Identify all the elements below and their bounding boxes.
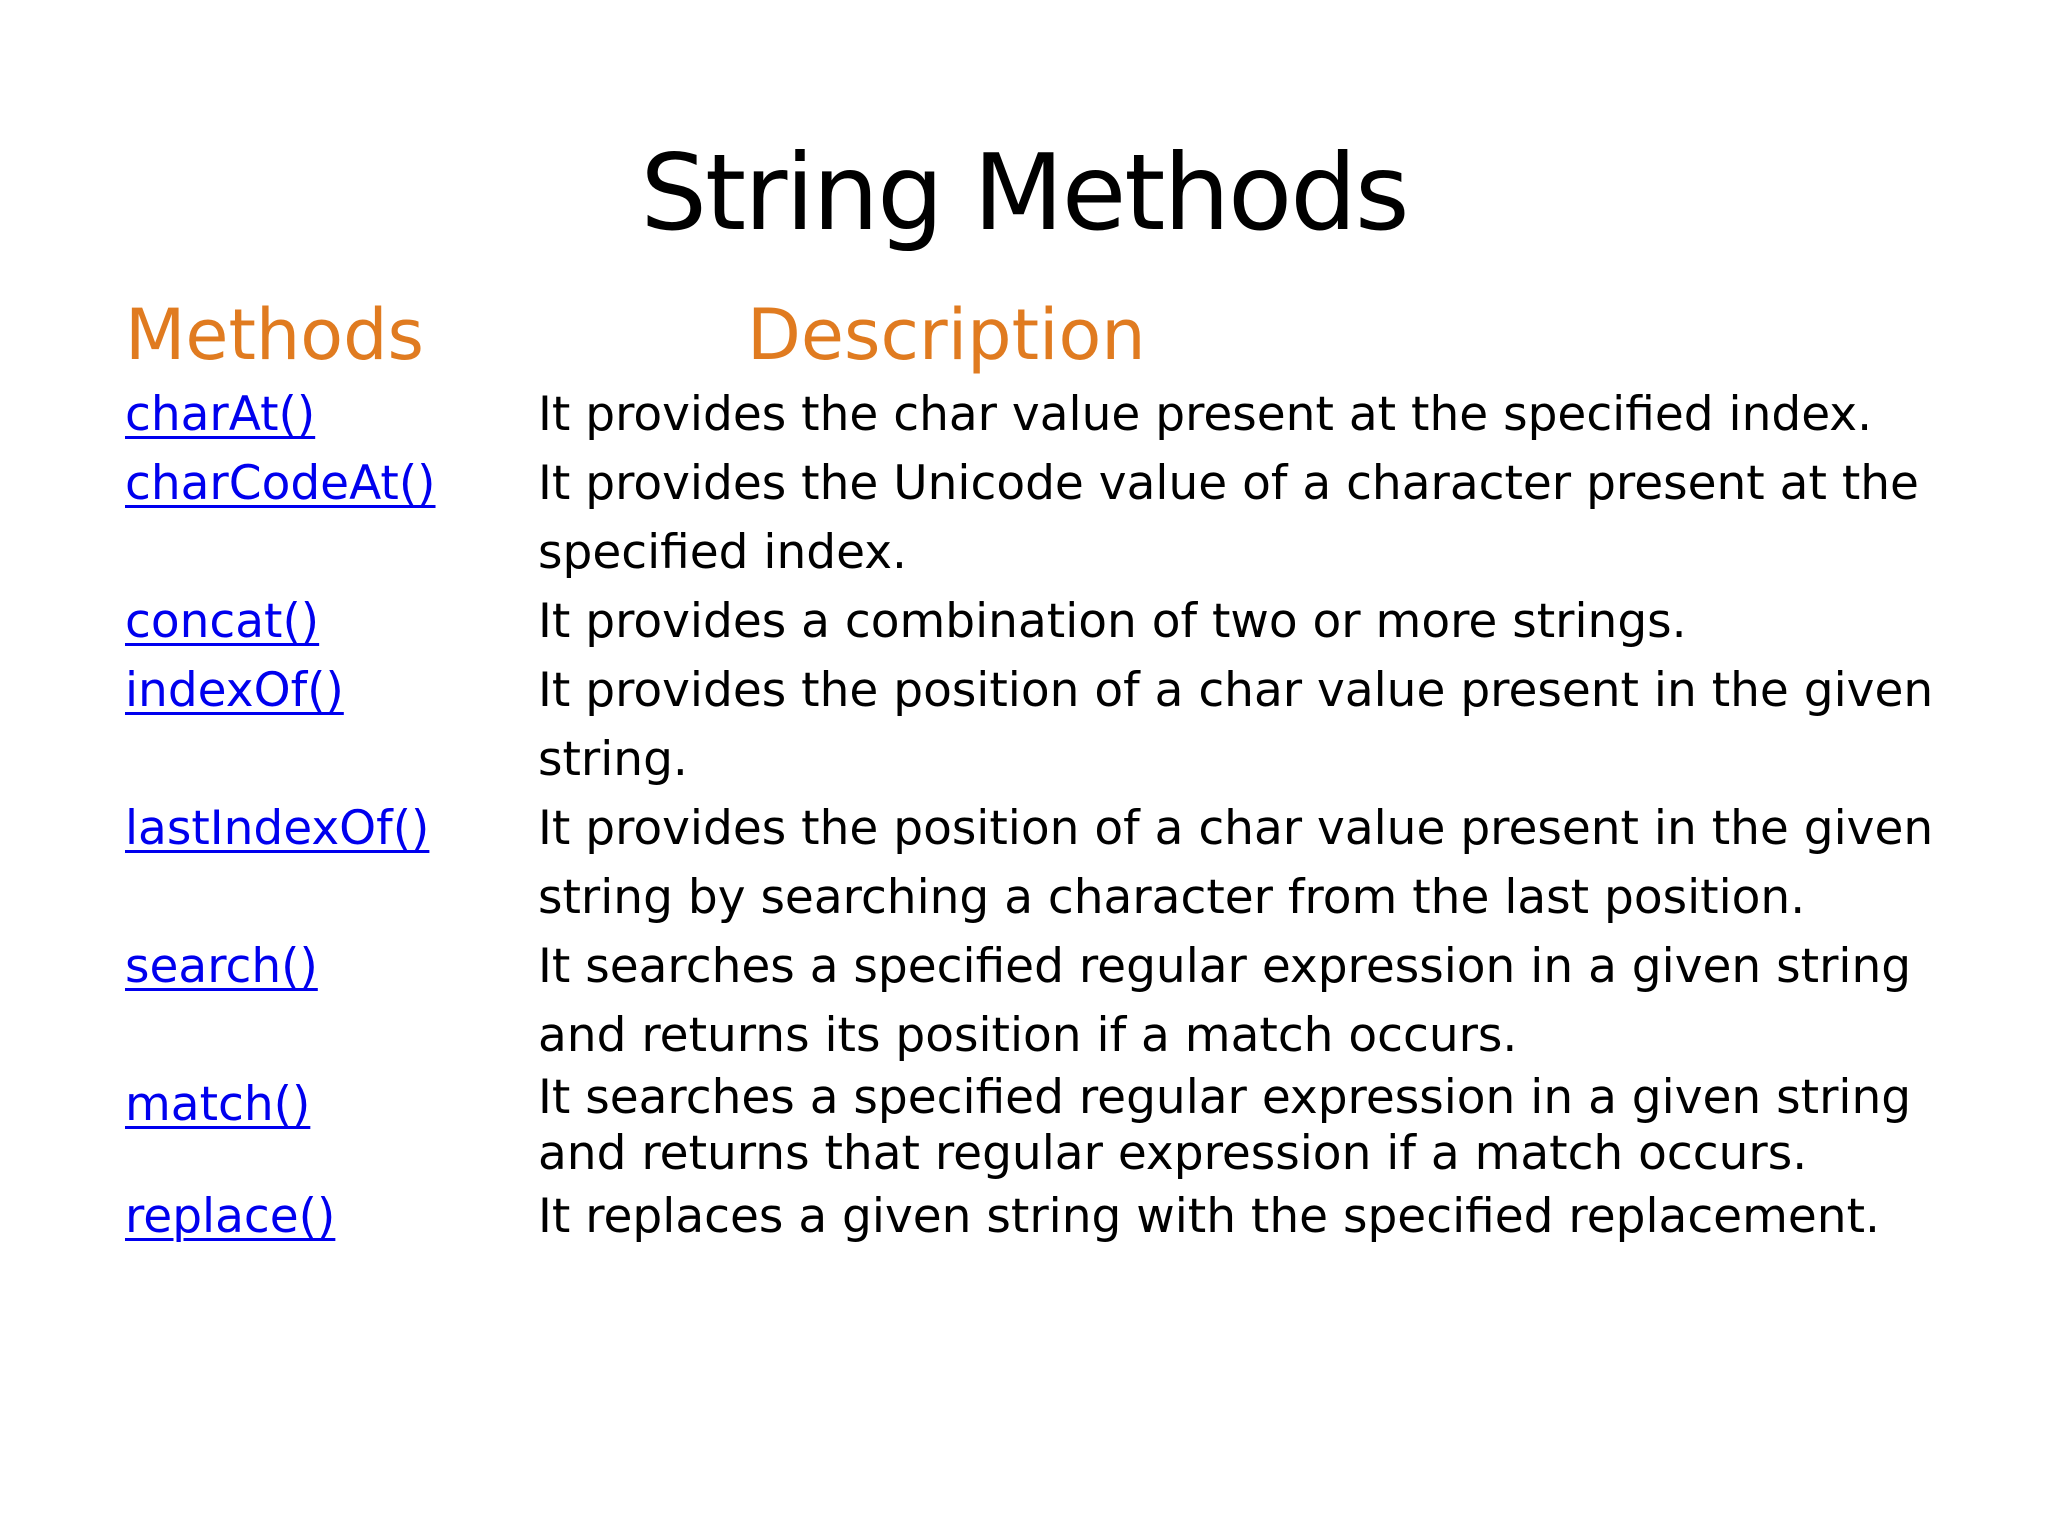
method-link-concat[interactable]: concat() (125, 594, 320, 649)
method-description-charcodeat: It provides the Unicode value of a character present at the specified index. (538, 456, 1919, 580)
table-row-concat (0, 587, 2048, 656)
method-link-charcodeat[interactable]: charCodeAt() (125, 456, 436, 511)
method-link-charat[interactable]: charAt() (125, 387, 316, 442)
table-row-charat (0, 380, 2048, 449)
table-row-indexof (0, 656, 2048, 794)
table-row-lastindexof (0, 794, 2048, 932)
method-description-search: It searches a specified regular expression in a given string and returns its position if a match occurs. (538, 939, 1912, 1063)
table-row-charcodeat (0, 449, 2048, 587)
method-description-concat: It provides a combination of two or more strings. (538, 594, 1687, 649)
methods-column-header: Methods (125, 294, 425, 376)
method-description-lastindexof: It provides the position of a char value present in the given string by searching a character from the last position. (538, 801, 1934, 925)
slide-title: String Methods (640, 132, 1408, 254)
method-description-indexof: It provides the position of a char value present in the given string. (538, 663, 1934, 787)
method-link-replace[interactable]: replace() (125, 1189, 336, 1244)
table-row-search (0, 932, 2048, 1070)
method-link-match[interactable]: match() (125, 1077, 311, 1132)
table-row-replace (0, 1182, 2048, 1251)
method-link-indexof[interactable]: indexOf() (125, 663, 344, 718)
method-description-replace: It replaces a given string with the specified replacement. (538, 1189, 1880, 1244)
method-description-match: It searches a specified regular expression in a given string and returns that regular expression if a match occurs. (538, 1070, 1912, 1181)
methods-table (0, 380, 2048, 1251)
method-link-lastindexof[interactable]: lastIndexOf() (125, 801, 430, 856)
table-row-match (0, 1070, 2048, 1182)
description-column-header: Description (747, 294, 1146, 376)
method-description-charat: It provides the char value present at the specified index. (538, 387, 1873, 442)
method-link-search[interactable]: search() (125, 939, 318, 994)
